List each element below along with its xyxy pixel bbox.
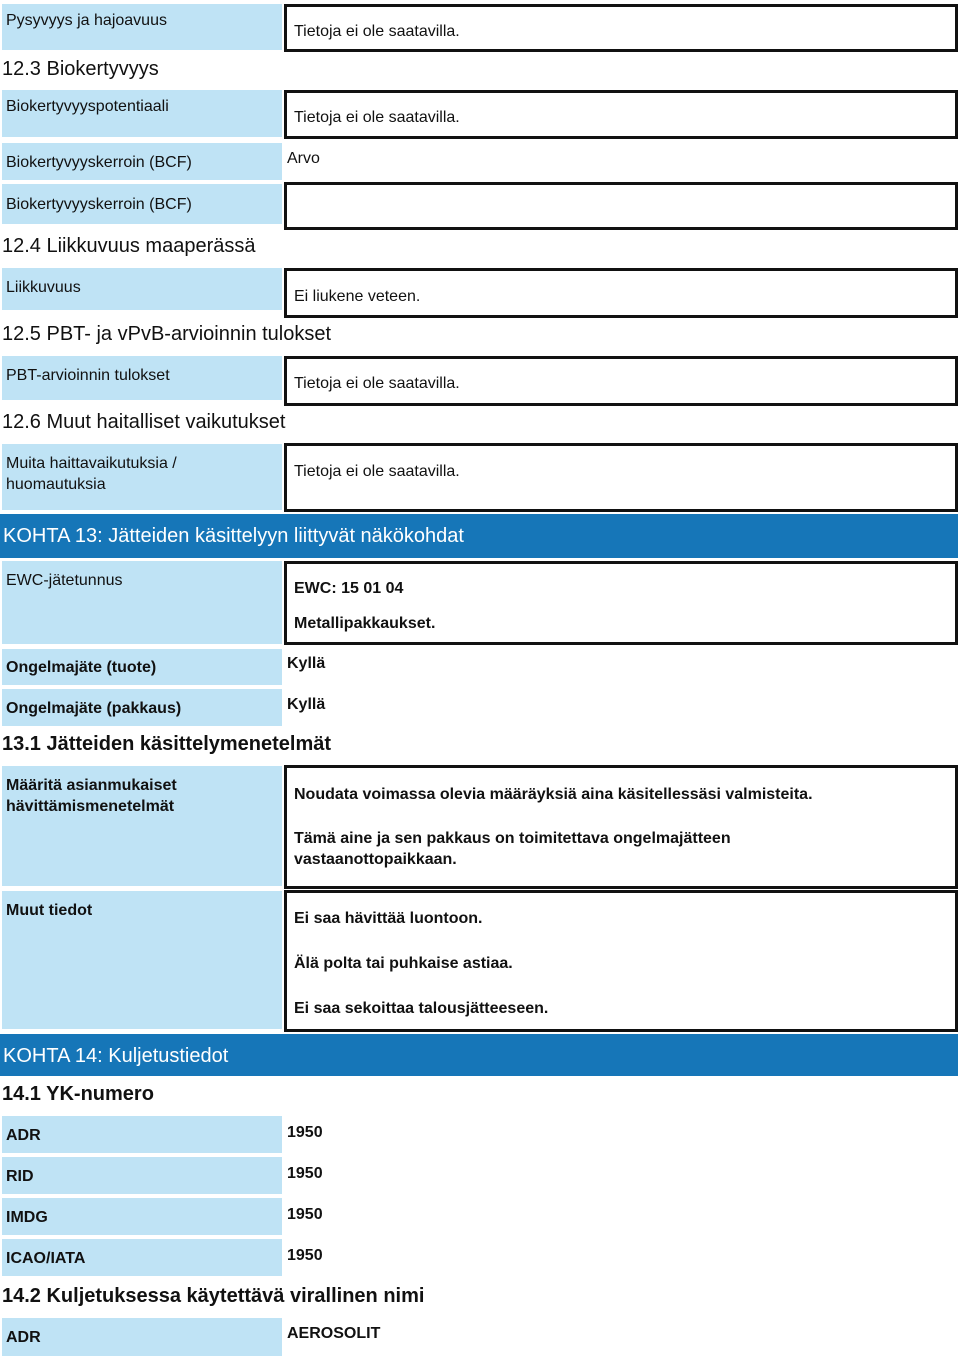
bcf-label-1: Biokertyvyyskerroin (BCF) — [2, 143, 282, 180]
persistence-value-box — [284, 4, 958, 52]
other-info-paragraph-1: Ei saa hävittää luontoon. — [294, 910, 483, 927]
other-effects-label: Muita haittavaikutuksia / huomautuksia — [2, 444, 282, 510]
haz-package-label: Ongelmajäte (pakkaus) — [2, 689, 282, 726]
heading-12-5: 12.5 PBT- ja vPvB-arvioinnin tulokset — [2, 323, 332, 345]
bio-potential-value: Tietoja ei ole saatavilla. — [294, 109, 460, 126]
methods-paragraph-1: Noudata voimassa olevia määräyksiä aina käsitellessäsi valmisteita. — [294, 786, 813, 803]
ewc-value-box — [284, 561, 958, 645]
other-info-paragraph-3: Ei saa sekoittaa talousjätteeseen. — [294, 1000, 549, 1017]
un-adr-label: ADR — [2, 1116, 282, 1153]
ewc-label: EWC-jätetunnus — [2, 561, 282, 644]
mobility-value: Ei liukene veteen. — [294, 288, 421, 305]
other-info-value-box — [284, 890, 958, 1032]
methods-value-box — [284, 765, 958, 889]
persistence-value: Tietoja ei ole saatavilla. — [294, 23, 460, 40]
un-rid-value: 1950 — [287, 1165, 323, 1182]
bcf-label-2: Biokertyvyyskerroin (BCF) — [2, 184, 282, 224]
name-adr-label: ADR — [2, 1318, 282, 1356]
section-13-header: KOHTA 13: Jätteiden käsittelyyn liittyvät näkökohdat — [0, 514, 958, 558]
other-info-label: Muut tiedot — [2, 891, 282, 1029]
haz-package-value: Kyllä — [287, 696, 326, 713]
name-adr-value: AEROSOLIT — [287, 1325, 381, 1342]
heading-14-1: 14.1 YK-numero — [2, 1083, 154, 1105]
heading-14-2: 14.2 Kuljetuksessa käytettävä virallinen nimi — [2, 1285, 425, 1307]
mobility-value-box — [284, 268, 958, 318]
bcf-value-box-2 — [284, 182, 958, 230]
haz-product-value: Kyllä — [287, 655, 326, 672]
other-info-paragraph-2: Älä polta tai puhkaise astiaa. — [294, 955, 513, 972]
methods-paragraph-2-line-1: Tämä aine ja sen pakkaus on toimitettava ongelmajätteen — [294, 830, 731, 847]
persistence-label: Pysyvyys ja hajoavuus — [2, 4, 282, 50]
section-14-header: KOHTA 14: Kuljetustiedot — [0, 1034, 958, 1076]
ewc-code: EWC: 15 01 04 — [294, 580, 404, 597]
other-effects-value-box — [284, 443, 958, 512]
haz-product-label: Ongelmajäte (tuote) — [2, 649, 282, 685]
ewc-description: Metallipakkaukset. — [294, 615, 436, 632]
un-icao-label: ICAO/IATA — [2, 1239, 282, 1276]
heading-12-6: 12.6 Muut haitalliset vaikutukset — [2, 411, 286, 433]
pbt-label: PBT-arvioinnin tulokset — [2, 356, 282, 400]
bcf-value-1: Arvo — [287, 150, 320, 167]
other-effects-value: Tietoja ei ole saatavilla. — [294, 463, 460, 480]
heading-13-1: 13.1 Jätteiden käsittelymenetelmät — [2, 733, 332, 755]
heading-12-4: 12.4 Liikkuvuus maaperässä — [2, 235, 256, 257]
heading-12-3: 12.3 Biokertyvyys — [2, 58, 159, 80]
pbt-value-box — [284, 356, 958, 406]
un-imdg-label: IMDG — [2, 1198, 282, 1235]
methods-paragraph-2-line-2: vastaanottopaikkaan. — [294, 851, 457, 868]
un-imdg-value: 1950 — [287, 1206, 323, 1223]
methods-label: Määritä asianmukaiset hävittämismenetelmät — [2, 766, 282, 886]
bio-potential-label: Biokertyvyyspotentiaali — [2, 90, 282, 137]
un-rid-label: RID — [2, 1157, 282, 1194]
bio-potential-value-box — [284, 90, 958, 139]
un-icao-value: 1950 — [287, 1247, 323, 1264]
mobility-label: Liikkuvuus — [2, 268, 282, 310]
un-adr-value: 1950 — [287, 1124, 323, 1141]
pbt-value: Tietoja ei ole saatavilla. — [294, 375, 460, 392]
